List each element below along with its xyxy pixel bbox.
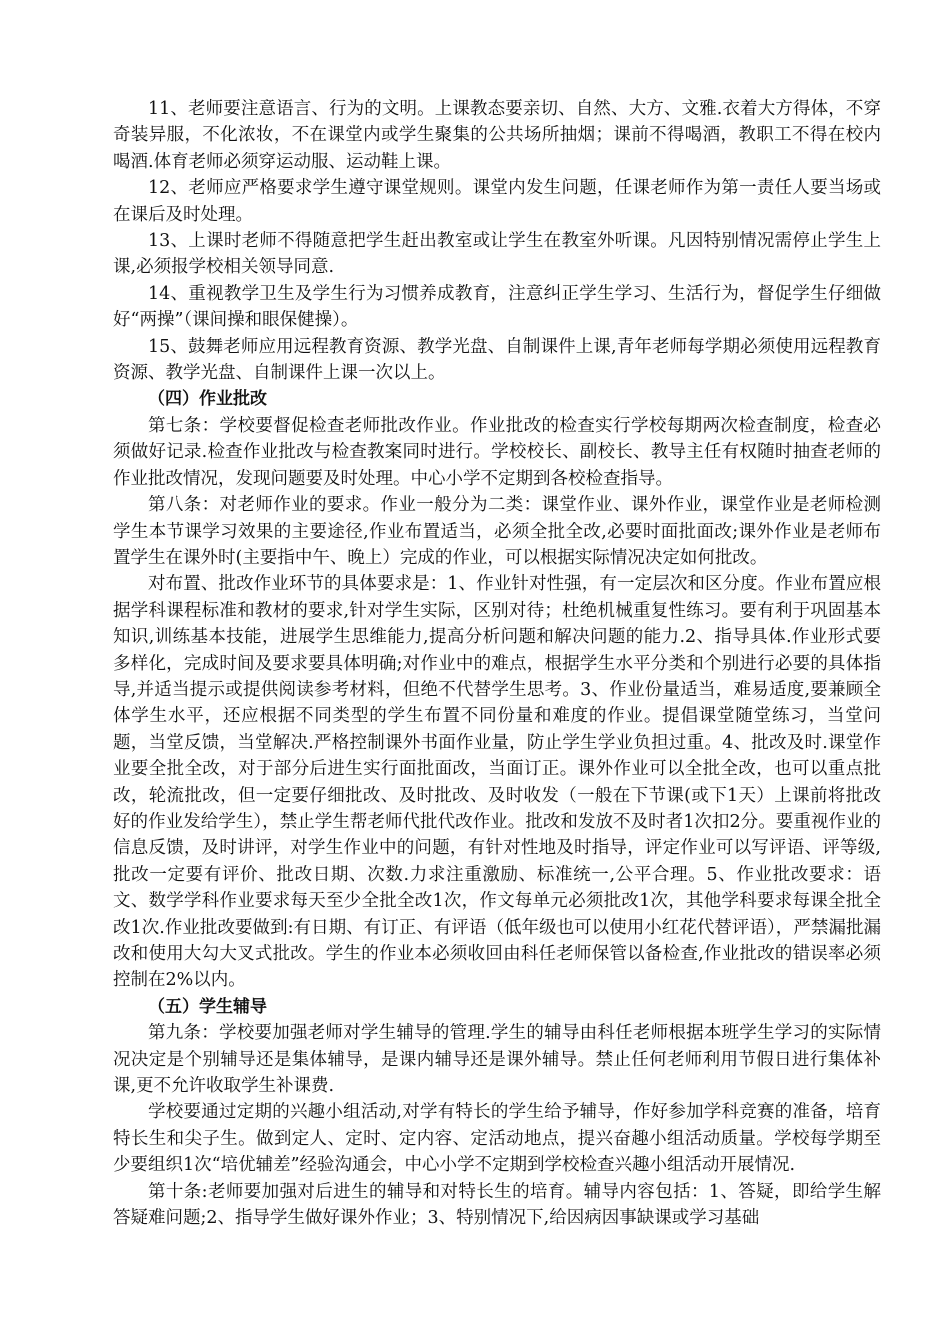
section-heading-homework: （四）作业批改	[148, 389, 267, 410]
paragraph-rule-13: 13、上课时老师不得随意把学生赶出教室或让学生在教室外听课。凡因特别情况需停止学生上课,必须报学校相关领导同意.	[113, 231, 881, 278]
paragraph-article-7: 第七条：学校要督促检查老师批改作业。作业批改的检查实行学校每期两次检查制度，检查必须做好记录.检查作业批改与检查教案同时进行。学校校长、副校长、教导主任有权随时抽查老师的作业批改情况，发现问题要及时处理。中心小学不定期到各校检查指导。	[113, 415, 881, 489]
paragraph-article-9: 第九条：学校要加强老师对学生辅导的管理.学生的辅导由科任老师根据本班学生学习的实际情况决定是个别辅导还是集体辅导，是课内辅导还是课外辅导。禁止任何老师利用节假日进行集体补课,更不允许收取学生补课费.	[113, 1023, 881, 1097]
paragraph-rule-15: 15、鼓舞老师应用远程教育资源、教学光盘、自制课件上课,青年老师每学期必须使用远程教育资源、教学光盘、自制课件上课一次以上。	[113, 336, 881, 384]
section-heading-tutoring: （五）学生辅导	[148, 996, 267, 1017]
document-page	[113, 96, 881, 1231]
paragraph-rule-12: 12、老师应严格要求学生遵守课堂规则。课堂内发生问题，任课老师作为第一责任人要当场或在课后及时处理。	[113, 178, 881, 225]
paragraph-rule-11: 11、老师要注意语言、行为的文明。上课教态要亲切、自然、大方、文雅.衣着大方得体，不穿奇装异服，不化浓妆，不在课堂内或学生聚集的公共场所抽烟；课前不得喝酒，教职工不得在校内喝酒.体育老师必须穿运动服、运动鞋上课。	[113, 99, 881, 172]
paragraph-homework-requirements: 对布置、批改作业环节的具体要求是：1、作业针对性强，有一定层次和区分度。作业布置应根据学科课程标准和教材的要求,针对学生实际，区别对待；杜绝机械重复性练习。要有利于巩固基本知识,训练基本技能，进展学生思维能力,提高分析问题和解决问题的能力.2、指导具体.作业形式要多样化，完成时间及要求要具体明确;对作业中的难点，根据学生水平分类和个别进行必要的具体指导,并适当提示或提供阅读参考材料，但绝不代替学生思考。3、作业份量适当，难易适度,要兼顾全体学生水平，还应根据不同类型的学生布置不同份量和难度的作业。提倡课堂随堂练习，当堂问题，当堂反馈，当堂解决.严格控制课外书面作业量，防止学生学业负担过重。4、批改及时.课堂作业要全批全改，对于部分后进生实行面批面改，当面订正。课外作业可以全批全改，也可以重点批改，轮流批改，但一定要仔细批改、及时批改、及时收发（一般在下节课(或下1天）上课前将批改好的作业发给学生），禁止学生帮老师代批代改作业。批改和发放不及时者1次扣2分。要重视作业的信息反馈，及时讲评，对学生作业中的问题，有针对性地及时指导，评定作业可以写评语、评等级,批改一定要有评价、批改日期、次数.力求注重激励、标准统一,公平合理。5、作业批改要求：语文、数学学科作业要求每天至少全批全改1次，作文每单元必须批改1次，其他学科要求每课全批全改1次.作业批改要做到:有日期、有订正、有评语（低年级也可以使用小红花代替评语），严禁漏批漏改和使用大勾大叉式批改。学生的作业本必须收回由科任老师保管以备检查,作业批改的错误率必须控制在2%以内。	[113, 574, 881, 991]
paragraph-article-10: 第十条:老师要加强对后进生的辅导和对特长生的培育。辅导内容包括：1、答疑，即给学生解答疑难问题;2、指导学生做好课外作业；3、特别情况下,给因病因事缺课或学习基础	[113, 1181, 881, 1229]
paragraph-interest-groups: 学校要通过定期的兴趣小组活动,对学有特长的学生给予辅导，作好参加学科竞赛的准备，培育特长生和尖子生。做到定人、定时、定内容、定活动地点，提兴奋趣小组活动质量。学校每学期至少要组织1次“培优辅差”经验沟通会，中心小学不定期到学校检查兴趣小组活动开展情况.	[113, 1102, 881, 1176]
paragraph-rule-14: 14、重视教学卫生及学生行为习惯养成教育，注意纠正学生学习、生活行为，督促学生仔细做好“两操”（课间操和眼保健操）。	[113, 283, 881, 331]
paragraph-article-8: 第八条：对老师作业的要求。作业一般分为二类：课堂作业、课外作业，课堂作业是老师检测学生本节课学习效果的主要途径,作业布置适当，必须全批全改,必要时面批面改;课外作业是老师布置学生在课外时(主要指中午、晚上）完成的作业，可以根据实际情况决定如何批改。	[113, 495, 881, 568]
